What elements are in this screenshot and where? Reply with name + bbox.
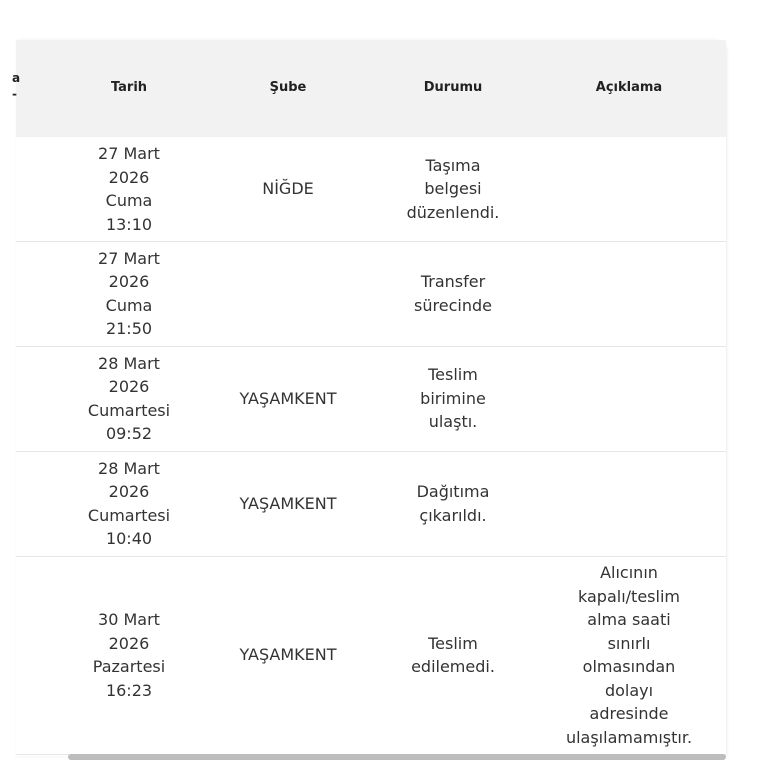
cell-description	[554, 241, 704, 346]
horizontal-scrollbar[interactable]	[68, 754, 726, 760]
tracking-table	[12, 40, 726, 756]
cell-branch: YAŞAMKENT	[239, 645, 337, 665]
partial-column-header: a -	[12, 71, 21, 101]
header-description: Açıklama	[595, 80, 663, 95]
cell-date: 30 Mart 2026 Pazartesi 16:23	[92, 610, 166, 700]
cell-description: Alıcının kapalı/teslim alma saati sınırlı olmasından dolayı adresinde ulaşılamamıştır.	[565, 563, 693, 747]
cell-branch: YAŞAMKENT	[239, 493, 337, 513]
cell-date: 28 Mart 2026 Cumartesi 10:40	[87, 458, 171, 548]
cell-branch: NİĞDE	[262, 179, 314, 199]
header-branch: Şube	[269, 80, 307, 95]
table-header	[12, 40, 726, 137]
cell-branch	[224, 241, 352, 346]
table-row	[16, 241, 726, 347]
scrollbar-thumb[interactable]	[68, 754, 726, 760]
table-row	[16, 346, 726, 452]
table-row	[16, 556, 726, 755]
cell-description	[554, 137, 704, 241]
cell-date: 28 Mart 2026 Cumartesi 09:52	[87, 353, 171, 443]
cell-status: Dağıtıma çıkarıldı.	[416, 482, 490, 525]
cell-status: Teslim birimine ulaştı.	[420, 365, 486, 432]
cell-description	[554, 451, 704, 556]
cell-status: Transfer sürecinde	[414, 272, 492, 315]
table-row	[16, 137, 726, 242]
cell-status: Taşıma belgesi düzenlendi.	[406, 155, 500, 222]
cell-date: 27 Mart 2026 Cuma 21:50	[98, 248, 160, 338]
cell-status: Teslim edilemedi.	[411, 633, 495, 676]
header-status: Durumu	[423, 80, 483, 95]
header-date: Tarih	[110, 80, 148, 95]
cell-date: 27 Mart 2026 Cuma 13:10	[98, 144, 160, 234]
cell-branch: YAŞAMKENT	[239, 388, 337, 408]
table-row	[16, 451, 726, 557]
cell-description	[554, 346, 704, 451]
